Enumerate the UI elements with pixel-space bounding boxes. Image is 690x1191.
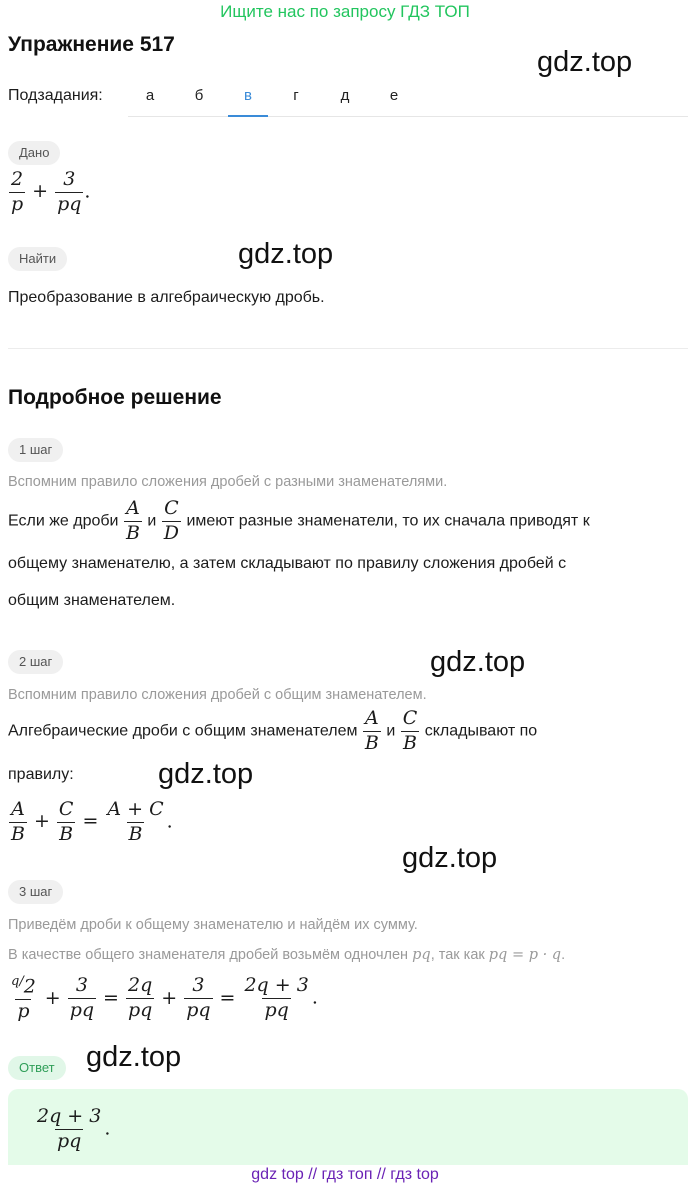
answer-expression: $\frac{2q + 3}{pq}$ .: [37, 1105, 111, 1152]
step2-rule-line2: правилу:: [8, 766, 74, 783]
given-expression: $\frac{2}{p}$ + $\frac{3}{pq}$ .: [11, 168, 91, 215]
subtask-tab-g[interactable]: г: [293, 87, 299, 104]
given-badge: Дано: [8, 141, 60, 165]
solution-title: Подробное решение: [8, 386, 222, 409]
subtask-tab-d[interactable]: д: [340, 87, 350, 104]
step1-hint: Вспомним правило сложения дробей с разными знаменателями.: [8, 474, 448, 490]
watermark: gdz.top: [537, 46, 633, 78]
watermark: gdz.top: [238, 238, 334, 270]
find-text: Преобразование в алгебраическую дробь.: [8, 289, 325, 306]
step1-badge: 1 шаг: [8, 438, 63, 462]
watermark: gdz.top: [158, 758, 254, 790]
section-divider: [8, 348, 688, 349]
subtask-tab-v[interactable]: в: [228, 78, 268, 117]
step1-rule-line1: Если же дроби $\frac{A}{B}$ и $\frac{C}{D}$ имеют разные знаменатели, то их сначала приводят к: [8, 497, 590, 544]
promo-banner[interactable]: Ищите нас по запросу ГДЗ ТОП: [220, 2, 470, 21]
watermark: gdz.top: [430, 646, 526, 678]
watermark: gdz.top: [86, 1041, 182, 1073]
step1-rule-line3: общим знаменателем.: [8, 592, 176, 609]
step2-badge: 2 шаг: [8, 650, 63, 674]
step1-rule-line2: общему знаменателю, а затем складывают по правилу сложения дробей с: [8, 555, 567, 572]
subtask-tab-a[interactable]: а: [145, 87, 155, 104]
subtask-tabs: [128, 78, 688, 117]
subtasks-label: Подзадания:: [8, 87, 103, 104]
subtask-tab-b[interactable]: б: [194, 87, 204, 104]
answer-box: [8, 1089, 688, 1165]
subtask-tab-e[interactable]: е: [389, 87, 399, 104]
step3-badge: 3 шаг: [8, 880, 63, 904]
find-badge: Найти: [8, 247, 67, 271]
step3-hint: Приведём дроби к общему знаменателю и найдём их сумму.: [8, 917, 418, 933]
page-title: Упражнение 517: [8, 33, 175, 56]
step2-formula: $\frac{A}{B}$ + $\frac{C}{B}$ = $\frac{A + C}{B}$ .: [11, 798, 173, 845]
footer-links[interactable]: gdz top // гдз топ // гдз top: [251, 1166, 439, 1183]
step3-hint2: В качестве общего знаменателя дробей возьмём одночлен pq, так как pq = p · q.: [8, 947, 566, 963]
step3-formula: $\frac{^{q/}2}{p}$ + $\frac{3}{pq}$ = $\frac{2q}{pq}$ + $\frac{3}{pq}$ = $\frac{2q + 3}{pq}$ .: [11, 974, 318, 1023]
step2-rule-line1: Алгебраические дроби с общим знаменателем $\frac{A}{B}$ и $\frac{C}{B}$ складывают по: [8, 707, 538, 754]
answer-badge: Ответ: [8, 1056, 66, 1080]
watermark: gdz.top: [402, 842, 498, 874]
step2-hint: Вспомним правило сложения дробей с общим знаменателем.: [8, 687, 427, 703]
